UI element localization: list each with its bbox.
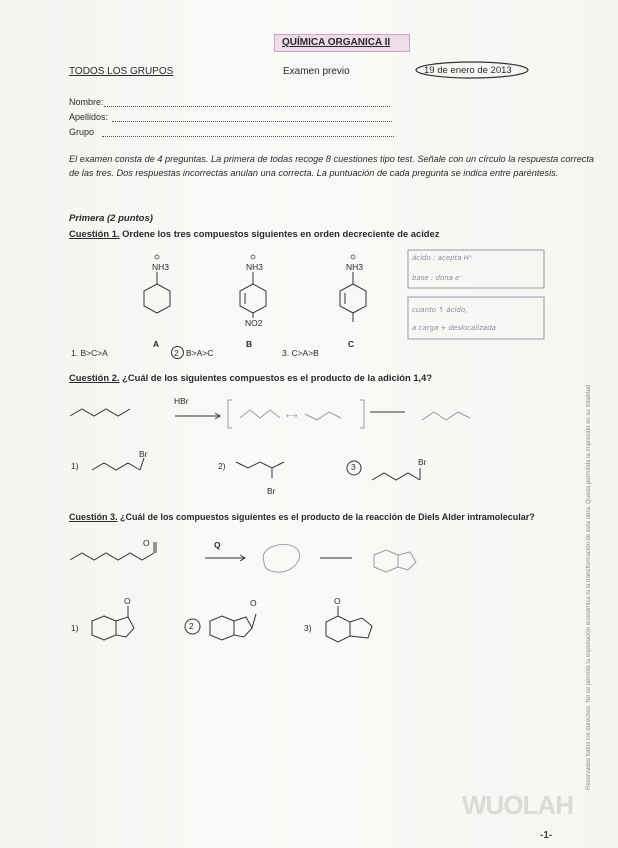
q2-option-2-label[interactable]: 2) [218, 461, 226, 471]
group-label: Grupo [69, 127, 95, 137]
nh3-c: NH3 [346, 262, 364, 272]
q2-reaction-scheme [60, 392, 500, 432]
hbr-reagent: HBr [174, 396, 189, 406]
q3-o-start: O [143, 538, 150, 548]
exam-date: 19 de enero de 2013 [424, 65, 512, 76]
label-b: B [246, 339, 253, 349]
nh3-b: NH3 [246, 262, 264, 272]
q1-text: Ordene los tres compuestos siguientes en orden decreciente de acidez [119, 228, 440, 239]
surname-label: Apellidos: [69, 112, 109, 122]
benzene-ring-a [144, 284, 170, 313]
q2-option-3-structure[interactable] [368, 462, 448, 486]
q3-text: ¿Cuál de los compuestos siguientes es el producto de la reacción de Diels Alder intramolecular? [117, 512, 535, 522]
q1-pencil-notes-boxes [404, 247, 554, 347]
q3-o-1: O [124, 596, 131, 606]
course-title: QUÍMICA ORGANICA II [282, 37, 391, 48]
q3-reaction-scheme [60, 532, 500, 582]
note-charge: a carga + deslocalizada [412, 324, 496, 332]
q3-o-3: O [334, 596, 341, 606]
wuolah-watermark: WUOLAH [462, 790, 573, 820]
groups-label: TODOS LOS GRUPOS [69, 66, 174, 77]
nh3-a: NH3 [152, 262, 170, 272]
page-number: -1- [540, 830, 553, 841]
q2-br-1: Br [139, 449, 148, 459]
note-base: base : dona e⁻ [412, 274, 464, 282]
q3-statement [69, 512, 535, 522]
label-c: C [348, 339, 355, 349]
q1-statement [69, 228, 439, 239]
q2-option-3-label[interactable]: 3 [351, 462, 356, 472]
q3-option-1-label[interactable]: 1) [71, 623, 79, 633]
svg-text:⟷: ⟷ [286, 411, 298, 420]
q3-option-2-structure[interactable] [206, 600, 266, 650]
q2-br-3: Br [418, 457, 427, 467]
q2-text: ¿Cuál de los siguientes compuestos es el producto de la adición 1,4? [119, 372, 433, 383]
q1-option-2-number[interactable]: 2 [174, 348, 179, 358]
heat-label: Q [214, 540, 221, 550]
q1-option-2[interactable]: B>A>C [186, 348, 214, 358]
name-line[interactable] [104, 106, 390, 107]
q2-option-1-label[interactable]: 1) [71, 461, 79, 471]
surname-line[interactable] [112, 121, 392, 122]
q3-option-3-label[interactable]: 3) [304, 623, 312, 633]
exam-type: Examen previo [283, 66, 350, 77]
copyright-side-text: Reservados todos los derechos. No se permite la explotación económica ni la transformación de esta obra. Queda permitida la impresión en su totalidad. [586, 383, 592, 790]
no2-group: NO2 [245, 318, 263, 328]
q3-option-2-label[interactable]: 2 [189, 621, 194, 631]
diene [70, 409, 130, 416]
q3-option-1-structure[interactable] [88, 600, 148, 650]
label-a: A [153, 339, 160, 349]
group-line[interactable] [102, 136, 394, 137]
q3-label: Cuestión 3. [69, 512, 118, 522]
triene-ketone [70, 553, 154, 560]
benzene-ring-b [240, 284, 266, 313]
intermediate-sketch [263, 544, 299, 572]
note-acid: ácido : acepta H⁺ [412, 254, 473, 262]
q3-option-3-structure[interactable] [320, 598, 380, 648]
q1-label: Cuestión 1. [69, 228, 120, 239]
q2-option-2-structure[interactable] [232, 452, 312, 482]
q1-option-3[interactable]: 3. C>A>B [282, 348, 319, 358]
q2-statement [69, 372, 432, 383]
q2-br-2: Br [267, 486, 276, 496]
benzene-ring-c [340, 284, 366, 313]
name-label: Nombre: [69, 97, 104, 107]
q2-label: Cuestión 2. [69, 372, 120, 383]
note-more-acid: cuanto ↑ ácido, [412, 306, 468, 314]
q3-o-2: O [250, 598, 257, 608]
q1-option-1[interactable]: 1. B>C>A [71, 348, 108, 358]
q2-option-1-structure[interactable] [88, 448, 168, 478]
section-title: Primera (2 puntos) [69, 213, 153, 224]
instructions: El examen consta de 4 preguntas. La primera de todas recoge 8 cuestiones tipo test. Señale con un círculo la respuesta correcta de las tres. Dos respuestas incorrectas anulan una correcta. La puntuación de cada pregunta se indica entre paréntesis. [69, 154, 595, 178]
